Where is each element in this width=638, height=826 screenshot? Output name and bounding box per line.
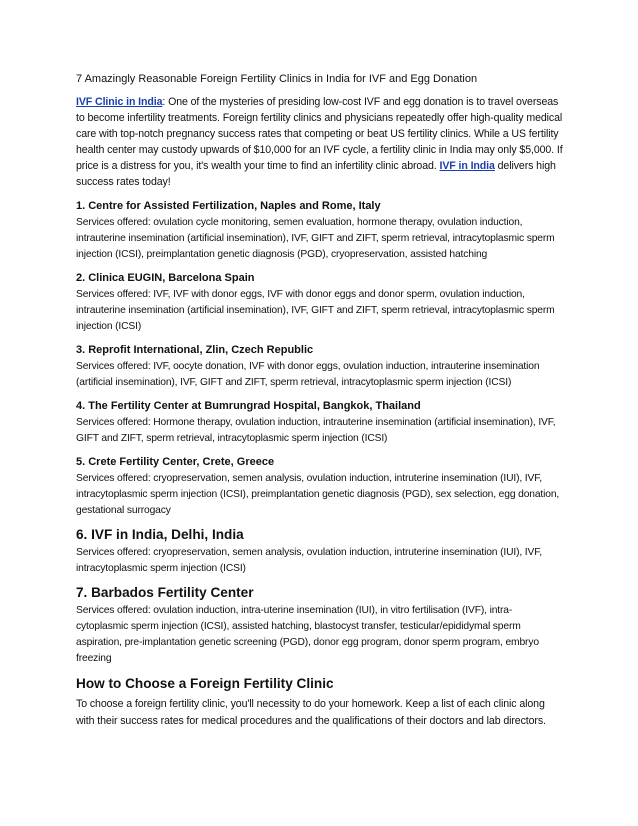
clinic-heading: 5. Crete Fertility Center, Crete, Greece bbox=[76, 456, 275, 468]
clinic-section-6 bbox=[76, 526, 564, 577]
clinic-services: Services offered: ovulation cycle monitoring, semen evaluation, hormone therapy, ovulation induction, intrauterine insemination (artificial insemination), IVF, GIFT and ZIFT, sperm retrieval, intracytoplasmic sperm injection (ICSI), preimplantation genetic diagnosis (PGD), cryopreservation, assisted hatching bbox=[76, 217, 555, 260]
ivf-clinic-india-link[interactable]: IVF Clinic in India bbox=[76, 96, 163, 108]
choose-body: To choose a foreign fertility clinic, you'll necessity to do your homework. Keep a list of each clinic along with their success rates for medical procedures and the qualifications of their doctors and lab directors. bbox=[76, 698, 546, 727]
clinic-section-3 bbox=[76, 342, 564, 391]
clinic-section-1 bbox=[76, 198, 564, 263]
clinic-heading: 3. Reprofit International, Zlin, Czech Republic bbox=[76, 344, 314, 356]
choose-heading: How to Choose a Foreign Fertility Clinic bbox=[76, 676, 334, 691]
clinic-services: Services offered: cryopreservation, semen analysis, ovulation induction, intruterine insemination (IUI), IVF, intracytoplasmic sperm injection (ICSI) bbox=[76, 547, 542, 574]
clinic-section-2 bbox=[76, 270, 564, 335]
clinic-services: Services offered: IVF, IVF with donor eggs, IVF with donor eggs and donor sperm, ovulation induction, intrauterine insemination (artificial insemination), IVF, GIFT and ZIFT, sperm retrieval, intracytoplasmic sperm injection (ICSI) bbox=[76, 289, 555, 332]
document-title: 7 Amazingly Reasonable Foreign Fertility Clinics in India for IVF and Egg Donation bbox=[76, 73, 478, 85]
clinic-section-5 bbox=[76, 454, 564, 519]
clinic-heading: 1. Centre for Assisted Fertilization, Naples and Rome, Italy bbox=[76, 200, 381, 212]
clinic-section-7 bbox=[76, 584, 564, 667]
intro-text-1: : One of the mysteries of presiding low-cost IVF and egg donation is to travel overseas to become infertility treatments. Foreign fertility clinics and physicians repeatedly offer high-quality medical care with top-notch pregnancy success rates that competing or beat US fertility clinics. While a US fertility health center may custody upwards of $10,000 for an IVF cycle, a fertility clinic in India may only $5,000. If price is a distress for you, it's wealth your time to find an infertility clinic abroad. bbox=[76, 96, 563, 172]
clinic-services: Services offered: ovulation induction, intra-uterine insemination (IUI), in vitro fertilisation (IVF), intra-cytoplasmic sperm injection (ICSI), assisted hatching, blastocyst transfer, testicular/epididymal sperm aspiration, pre-implantation genetic screening (PGD), donor egg program, donor sperm program, embryo freezing bbox=[76, 605, 539, 664]
intro-paragraph bbox=[76, 94, 564, 190]
clinic-section-4 bbox=[76, 398, 564, 447]
clinic-services: Services offered: IVF, oocyte donation, IVF with donor eggs, ovulation induction, intrauterine insemination (artificial insemination), IVF, GIFT and ZIFT, sperm retrieval, intracytoplasmic sperm injection (ICSI) bbox=[76, 361, 540, 388]
clinic-heading: 4. The Fertility Center at Bumrungrad Hospital, Bangkok, Thailand bbox=[76, 400, 421, 412]
clinic-heading: 6. IVF in India, Delhi, India bbox=[76, 527, 244, 542]
clinic-heading: 2. Clinica EUGIN, Barcelona Spain bbox=[76, 272, 255, 284]
choose-section bbox=[76, 674, 564, 730]
clinic-services: Services offered: Hormone therapy, ovulation induction, intrauterine insemination (artificial insemination), IVF, GIFT and ZIFT, sperm retrieval, intracytoplasmic sperm injection (ICSI) bbox=[76, 417, 556, 444]
intro-text-2: delivers high success rates today! bbox=[76, 160, 556, 188]
ivf-in-india-link[interactable]: IVF in India bbox=[439, 160, 495, 172]
clinic-services: Services offered: cryopreservation, semen analysis, ovulation induction, intruterine insemination (IUI), IVF, intracytoplasmic sperm injection (ICSI), preimplantation genetic diagnosis (PGD), sex selection, egg donation, gestational surrogacy bbox=[76, 473, 560, 516]
clinic-heading: 7. Barbados Fertility Center bbox=[76, 585, 254, 600]
